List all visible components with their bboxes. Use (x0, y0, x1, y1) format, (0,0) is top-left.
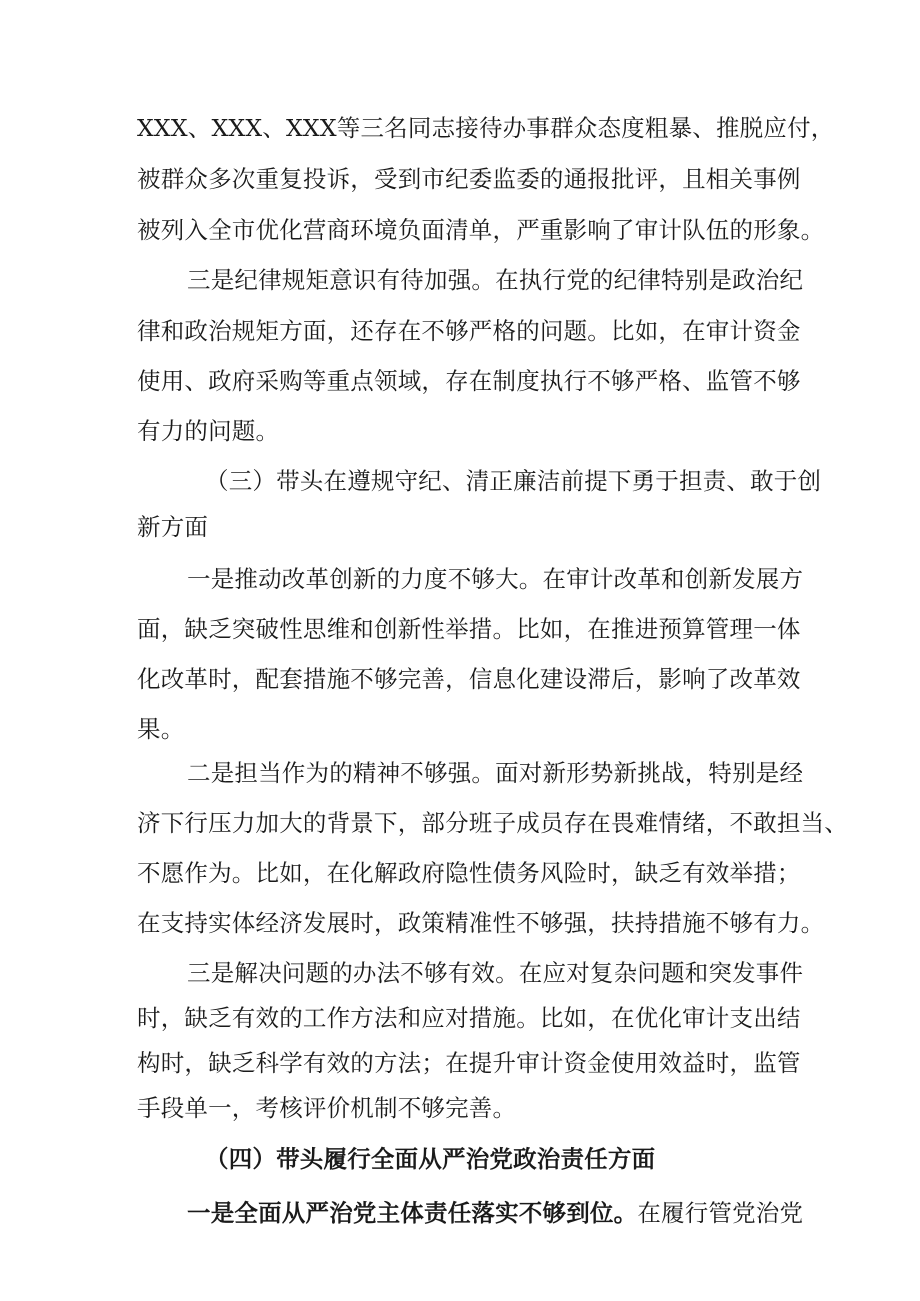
text-line: 被列入全市优化营商环境负面清单，严重影响了审计队伍的形象。 (137, 216, 825, 244)
paragraph-start-line: 三是纪律规矩意识有待加强。在执行党的纪律特别是政治纪 (187, 266, 804, 294)
text-line: 构时，缺乏科学有效的方法；在提升审计资金使用效益时，监管 (137, 1049, 801, 1077)
section-heading-bold: （四）带头履行全面从严治党政治责任方面 (205, 1145, 656, 1173)
text-line: 有力的问题。 (137, 417, 280, 445)
text-line: 使用、政府采购等重点领域，存在制度执行不够严格、监管不够 (137, 367, 801, 395)
text-line: 手段单一，考核评价机制不够完善。 (137, 1094, 517, 1122)
paragraph-start-line: 一是推动改革创新的力度不够大。在审计改革和创新发展方 (187, 565, 804, 593)
text-continuation: 在履行管党治党 (637, 1199, 804, 1227)
text-line: 律和政治规矩方面，还存在不够严格的问题。比如，在审计资金 (137, 317, 801, 345)
text-line: 化改革时，配套措施不够完善，信息化建设滞后，影响了改革效 (137, 665, 801, 693)
text-line: 面，缺乏突破性思维和创新性举措。比如，在推进预算管理一体 (137, 615, 801, 643)
text-line: 果。 (137, 715, 185, 743)
paragraph-start-line: 三是解决问题的办法不够有效。在应对复杂问题和突发事件 (187, 959, 804, 987)
text-line: XXX、XXX、XXX等三名同志接待办事群众态度粗暴、推脱应付， (137, 114, 835, 142)
section-heading-line: （三）带头在遵规守纪、清正廉洁前提下勇于担责、敢于创 (205, 467, 822, 495)
text-line: 不愿作为。比如，在化解政府隐性债务风险时，缺乏有效举措； (137, 859, 801, 887)
text-line: 在支持实体经济发展时，政策精准性不够强，扶持措施不够有力。 (137, 909, 825, 937)
section-heading-line: 新方面 (137, 513, 209, 541)
text-line: 时，缺乏有效的工作方法和应对措施。比如，在优化审计支出结 (137, 1004, 801, 1032)
text-line: 济下行压力加大的背景下，部分班子成员存在畏难情绪，不敢担当、 (137, 809, 848, 837)
text-line: 被群众多次重复投诉，受到市纪委监委的通报批评，且相关事例 (137, 165, 801, 193)
paragraph-start-line (187, 1190, 847, 1236)
paragraph-start-line: 二是担当作为的精神不够强。面对新形势新挑战，特别是经 (187, 759, 804, 787)
bold-lead-sentence: 一是全面从严治党主体责任落实不够到位。 (187, 1199, 638, 1227)
